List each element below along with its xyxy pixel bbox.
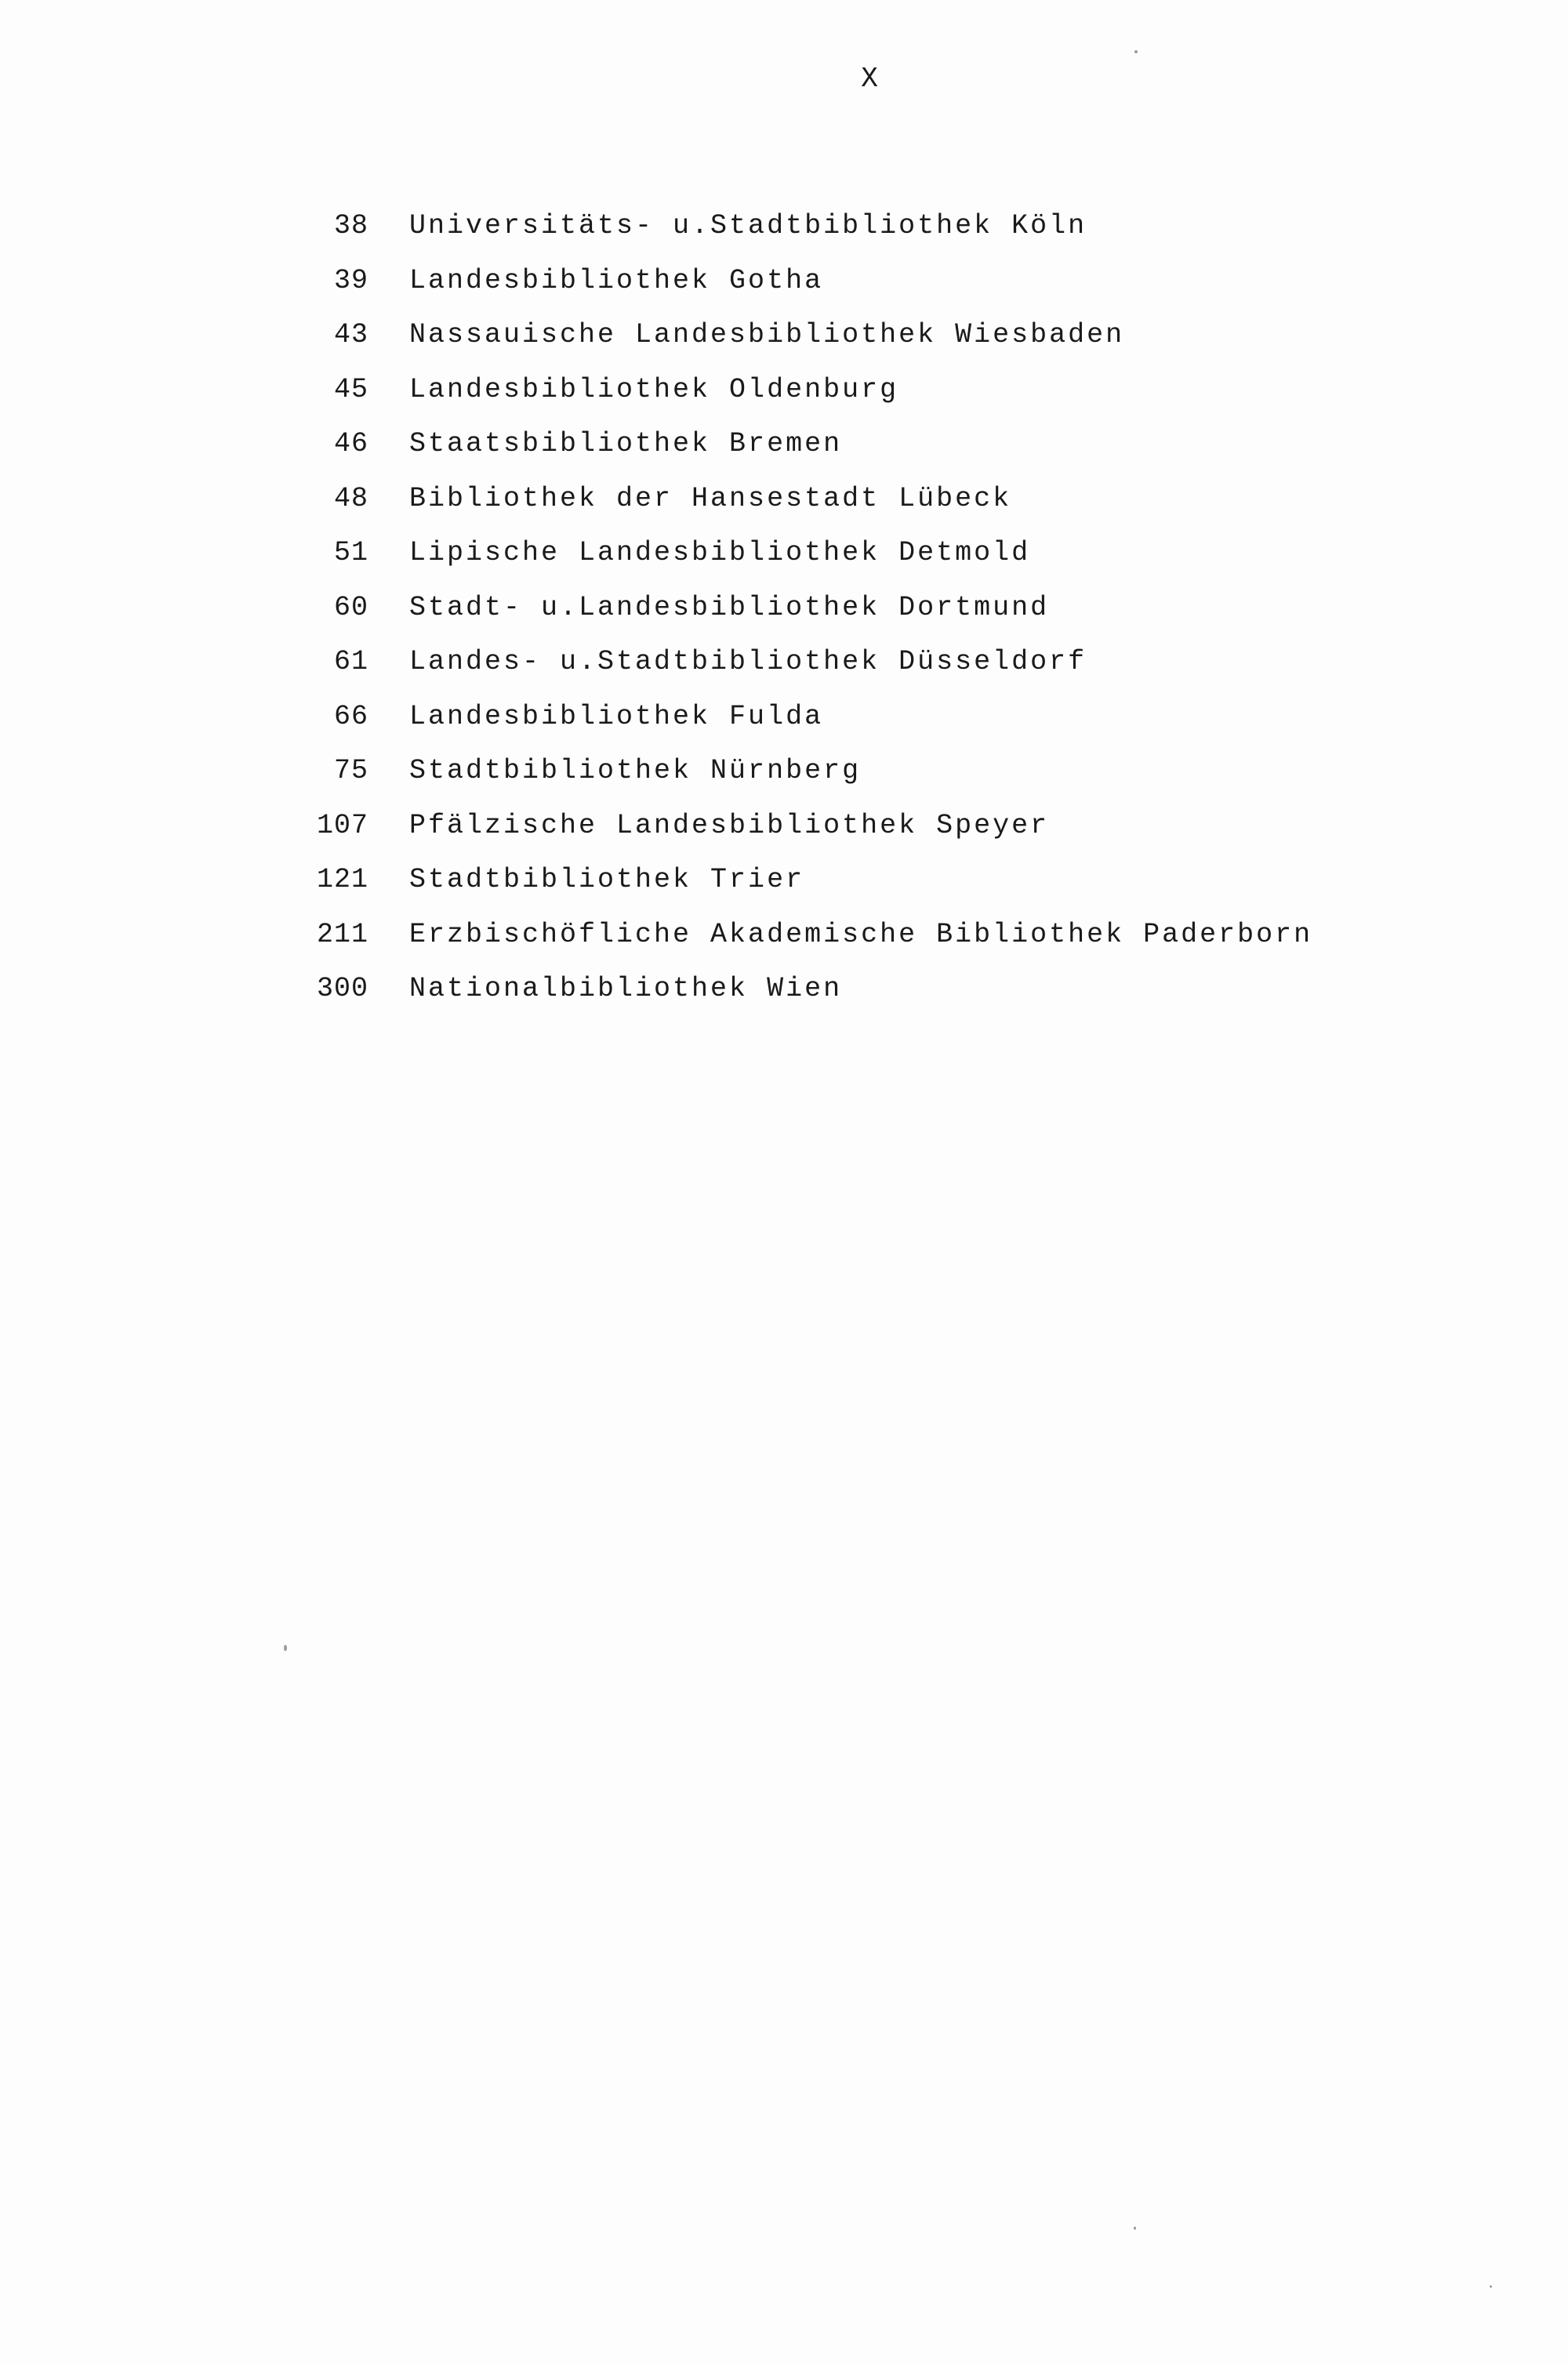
list-item xyxy=(298,973,1312,1028)
library-number: 60 xyxy=(333,591,368,623)
scan-speck xyxy=(1134,50,1138,53)
library-number: 107 xyxy=(316,809,368,841)
library-number: 38 xyxy=(333,210,368,241)
library-name: Nassauische Landesbibliothek Wiesbaden xyxy=(409,319,1125,350)
library-number: 39 xyxy=(333,264,368,296)
library-list xyxy=(298,210,1312,1028)
list-item xyxy=(298,646,1312,701)
list-item xyxy=(298,537,1312,592)
library-name: Stadt- u.Landesbibliothek Dortmund xyxy=(409,591,1050,623)
list-item xyxy=(298,483,1312,538)
library-number: 43 xyxy=(333,319,368,350)
library-name: Universitäts- u.Stadtbibliothek Köln xyxy=(409,210,1087,241)
list-item xyxy=(298,374,1312,429)
library-number: 211 xyxy=(316,918,368,950)
library-number: 61 xyxy=(333,646,368,677)
scan-speck xyxy=(1490,2285,1492,2288)
library-number: 46 xyxy=(333,428,368,459)
library-number: 51 xyxy=(333,537,368,568)
list-item xyxy=(298,810,1312,865)
list-item xyxy=(298,919,1312,974)
list-item xyxy=(298,210,1312,265)
library-number: 75 xyxy=(333,755,368,786)
library-name: Erzbischöfliche Akademische Bibliothek Paderborn xyxy=(409,918,1313,950)
list-item xyxy=(298,864,1312,919)
scan-speck xyxy=(284,1645,287,1651)
library-name: Bibliothek der Hansestadt Lübeck xyxy=(409,482,1012,514)
library-name: Staatsbibliothek Bremen xyxy=(409,428,843,459)
list-item xyxy=(298,701,1312,756)
library-name: Nationalbibliothek Wien xyxy=(409,973,843,1004)
list-item xyxy=(298,592,1312,647)
library-name: Lipische Landesbibliothek Detmold xyxy=(409,537,1031,568)
library-number: 45 xyxy=(333,373,368,405)
scan-speck xyxy=(1134,2227,1136,2230)
library-name: Stadtbibliothek Nürnberg xyxy=(409,755,862,786)
library-name: Stadtbibliothek Trier xyxy=(409,864,805,895)
library-number: 48 xyxy=(333,482,368,514)
library-number: 300 xyxy=(316,973,368,1004)
library-name: Landesbibliothek Gotha xyxy=(409,264,824,296)
page-number: X xyxy=(861,63,880,95)
library-name: Landesbibliothek Oldenburg xyxy=(409,373,899,405)
list-item xyxy=(298,319,1312,374)
library-number: 66 xyxy=(333,700,368,732)
list-item xyxy=(298,755,1312,810)
list-item xyxy=(298,428,1312,483)
list-item xyxy=(298,265,1312,320)
library-number: 121 xyxy=(316,864,368,895)
library-name: Landesbibliothek Fulda xyxy=(409,700,824,732)
library-name: Landes- u.Stadtbibliothek Düsseldorf xyxy=(409,646,1087,677)
library-name: Pfälzische Landesbibliothek Speyer xyxy=(409,809,1050,841)
